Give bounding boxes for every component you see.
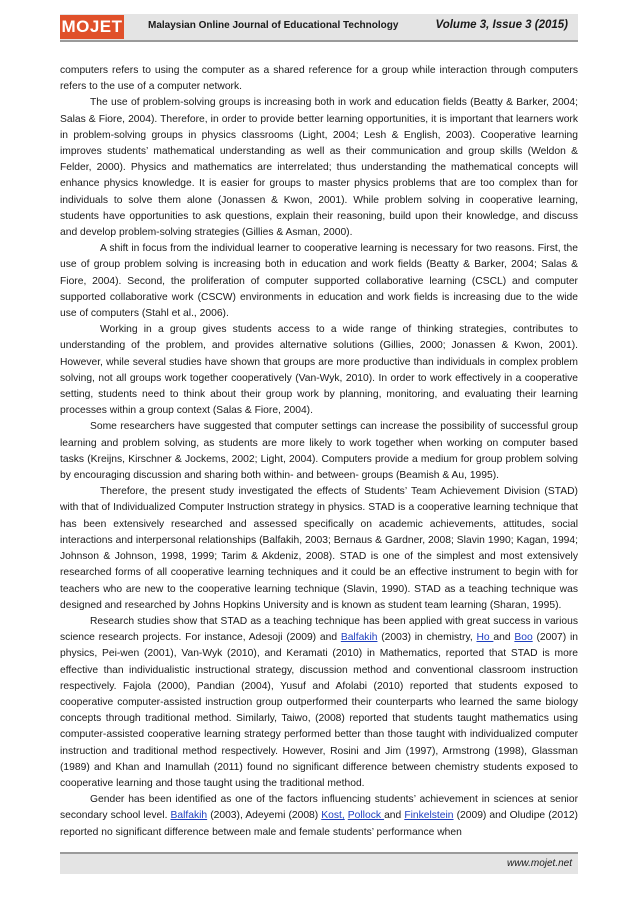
- citation-link-balfakih[interactable]: Balfakih: [340, 632, 378, 644]
- text-run: and: [384, 810, 405, 822]
- paragraph: Working in a group gives students access to a wide range of thinking strategies, contributes to understanding of the problem, and provides alternative solutions (Gillies, 2000; Jonassen & Kwon, 2001). However, while several studies have shown that groups are more productive than individuals in complex problem solving, not all groups work together cooperatively (Van-Wyk, 2010). In order to work effectively in a cooperative setting, students need to think about their group work by planning, monitoring, and evaluating their learning processes within a group context (Salas & Fiore, 2004).: [60, 324, 578, 417]
- article-body: [60, 63, 578, 841]
- page-footer: [60, 852, 578, 874]
- paragraph: The use of problem-solving groups is increasing both in work and education fields (Beatty & Barker, 2004; Salas & Fiore, 2004). Therefore, in order to provide better learning opportunities, it is important that learners work in problem-solving groups in physics classrooms (Light, 2004; Lesh & English, 2003). Cooperative learning improves students’ mathematical understanding as well as their communication and group skills (Weldon & Felder, 2000). Physics and mathematics are interrelated; thus understanding the mathematical concepts will enhance physics knowledge. It is easier for groups to master physics problems that are too complex than for individuals to solve them alone (Jonassen & Kwon, 2001). While problem solving in cooperative learning, students have opportunities to ask questions, explain their reasoning, build upon their knowledge, and discuss and develop problem-solving strategies (Gillies & Asman, 2000).: [60, 97, 578, 239]
- citation-link-ho[interactable]: Ho: [476, 632, 494, 644]
- journal-logo: MOJET: [60, 15, 124, 39]
- text-run: (2009) and Oludipe (2012) reported no significant difference between male and female students’ performance when: [60, 810, 578, 838]
- citation-link-kost[interactable]: Kost,: [321, 810, 345, 822]
- text-run: Research studies show that STAD as a teaching technique has been applied with great success in various science research projects. For instance, Adesoji (2009) and: [60, 615, 578, 644]
- volume-issue: Volume 3, Issue 3 (2015): [435, 19, 568, 31]
- paragraph: computers refers to using the computer as a shared reference for a group while interaction through computers refers to the use of a computer network.: [60, 65, 578, 93]
- text-run: and: [493, 632, 515, 644]
- paragraph: Some researchers have suggested that computer settings can increase the possibility of successful group learning and problem solving, as students are more likely to work together when working on computer based tasks (Kreijns, Kirschner & Jockems, 2002; Light, 2004). Computers provide a medium for group problem solving by encouraging discussion and sharing both within- and between- groups (Beamish & Au, 1995).: [60, 421, 578, 482]
- paragraph: A shift in focus from the individual learner to cooperative learning is necessary for two reasons. First, the use of group problem solving is increasing both in education and work fields (Beatty & Barker, 2004; Salas & Fiore, 2004). Second, the proliferation of computer supported collaborative learning (CSCL) and computer supported collaborative work (CSCW) environments in education and work fields is increasing due to the wide use of computers (Stahl et al., 2006).: [60, 243, 578, 320]
- citation-link-boo[interactable]: Boo: [514, 632, 533, 644]
- page-header: [60, 14, 578, 42]
- text-run: Gender has been identified as one of the factors influencing students’ achievement in sciences at senior secondary school level.: [60, 794, 578, 822]
- text-run: (2003), Adeyemi (2008): [207, 810, 322, 822]
- text-run: (2003) in chemistry,: [377, 632, 477, 644]
- paragraph: [60, 614, 578, 792]
- citation-link-pollock[interactable]: Pollock: [347, 810, 385, 822]
- journal-name: Malaysian Online Journal of Educational Technology: [148, 20, 399, 31]
- citation-link-balfakih[interactable]: Balfakih: [170, 810, 208, 822]
- paragraph: Therefore, the present study investigated the effects of Students’ Team Achievement Division (STAD) with that of Individualized Computer Instruction strategy in physics. STAD is a cooperative learning technique that has been extensively researched and assessed specifically on academic achievements, attitudes, social interactions and interpersonal relationships (Balfakih, 2003; Bernaus & Gardner, 2008; Slavin 1990; Kagan, 1994; Johnson & Johnson, 1998, 1999; Tarim & Akdeniz, 2008). STAD is one of the simplest and most extensively researched forms of all cooperative learning techniques and it could be an effective instrument to begin with for teachers who are new to the cooperative learning technique (Slavin, 1990). STAD as a teaching technique was designed and researched by Johns Hopkins University and is known as student team learning (Sharan, 1995).: [60, 486, 578, 611]
- text-run: (2007) in physics, Pei-wen (2001), Van-Wyk (2010), and Keramati (2010) in Mathematics, reported that STAD is more effective than individualistic instructional strategy, discussion method and conventional classroom instruction respectively. Fajola (2000), Pandian (2004), Yusuf and Afolabi (2010) reported that students exposed to cooperative computer-assisted instruction group outperformed their counterparts who learned the same biology concepts through traditional method. Similarly, Taiwo, (2008) reported that students taught mathematics using computer-assisted cooperative learning strategy performed better than those taught with individualized computer instruction and traditional method respectively. However, Rosini and Jim (1997), Armstrong (1998), Glassman (1989) and Khan and Inamullah (2011) found no significant difference between chemistry students exposed to cooperative learning and those taught using the traditional method.: [60, 632, 578, 789]
- website-url: www.mojet.net: [506, 858, 572, 869]
- paragraph: [60, 792, 578, 841]
- citation-link-finkelstein[interactable]: Finkelstein: [404, 810, 454, 822]
